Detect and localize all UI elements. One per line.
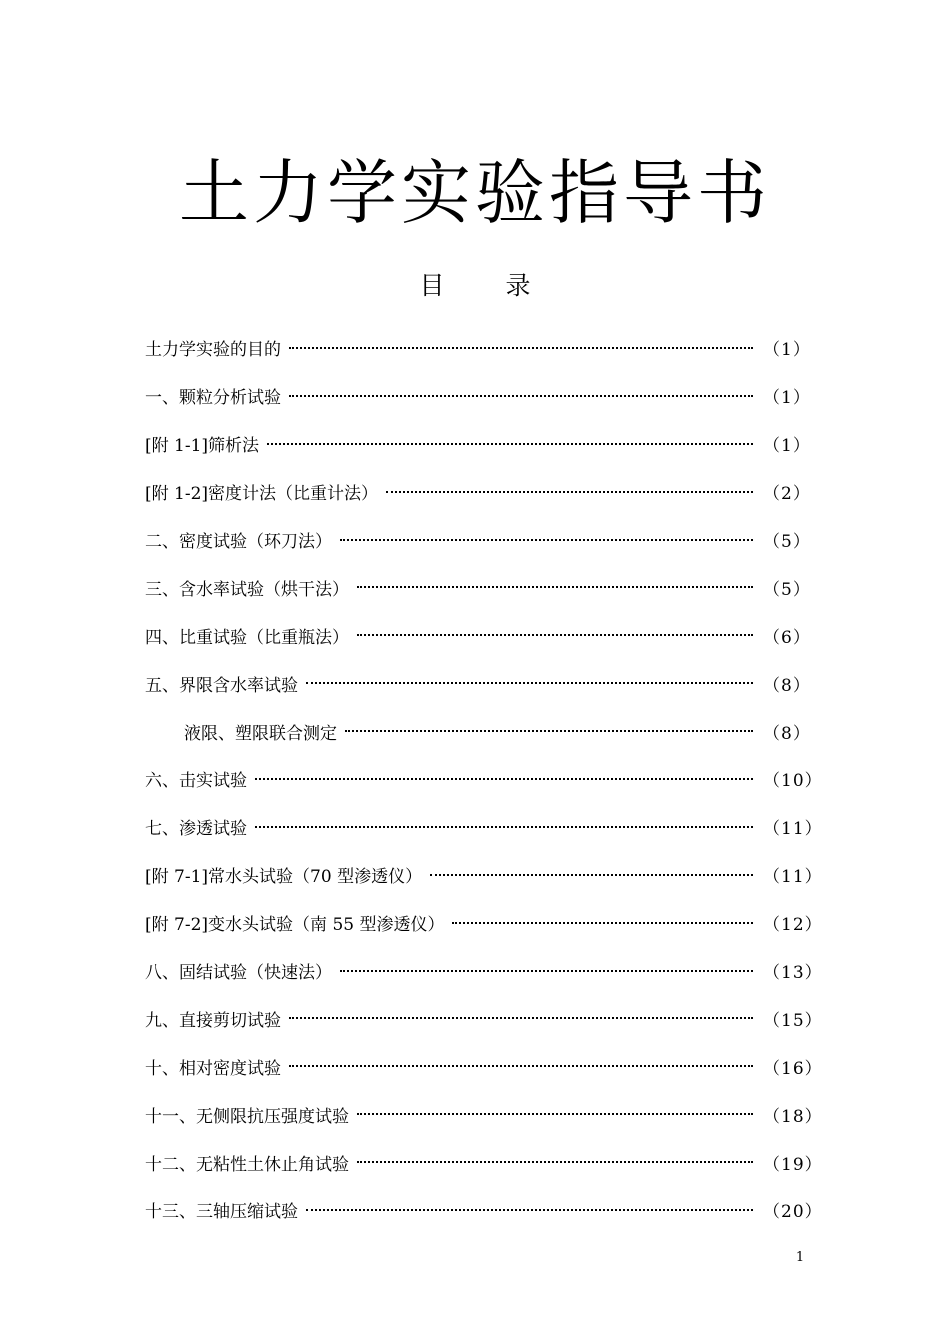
toc-entry-label: 十二、无粘性土休止角试验 — [145, 1154, 349, 1175]
toc-entry-label: 液限、塑限联合测定 — [184, 723, 337, 744]
toc-dot-leader — [452, 922, 753, 924]
toc-dot-leader — [357, 586, 753, 588]
toc-entry-label: [附 7-1]常水头试验（70 型渗透仪） — [145, 867, 423, 888]
toc-heading — [0, 266, 950, 306]
toc-dot-leader — [340, 970, 753, 972]
toc-dot-leader — [357, 1161, 753, 1163]
toc-dot-leader — [306, 682, 753, 684]
toc-entry-page: （10） — [763, 771, 823, 792]
toc-entry[interactable] — [145, 851, 823, 899]
toc-dot-leader — [386, 491, 753, 493]
toc-entry-label: 八、固结试验（快速法） — [145, 963, 332, 984]
toc-dot-leader — [289, 1017, 753, 1019]
toc-entry[interactable] — [145, 803, 823, 851]
toc-dot-leader — [255, 778, 753, 780]
toc-heading-char-2: 录 — [505, 271, 531, 300]
toc-entry[interactable] — [145, 516, 811, 564]
toc-entry-page: （8） — [763, 675, 811, 696]
toc-dot-leader — [289, 347, 753, 349]
toc-entry-label: 土力学实验的目的 — [145, 340, 281, 361]
toc-entry-label: 三、含水率试验（烘干法） — [145, 579, 349, 600]
toc-entry[interactable] — [145, 899, 823, 947]
toc-entry[interactable] — [145, 1090, 823, 1138]
toc-heading-char-1: 目 — [419, 271, 445, 300]
toc-entry-page: （11） — [763, 867, 823, 888]
toc-entry-page: （2） — [763, 484, 811, 505]
toc-entry-page: （12） — [763, 915, 823, 936]
toc-entry-label: 一、颗粒分析试验 — [145, 388, 281, 409]
toc-entry-page: （1） — [763, 388, 811, 409]
toc-entry[interactable] — [145, 372, 811, 420]
toc-entry-page: （18） — [763, 1106, 823, 1127]
toc-entry[interactable] — [145, 611, 811, 659]
toc-entry-label: 十一、无侧限抗压强度试验 — [145, 1106, 349, 1127]
toc-dot-leader — [267, 443, 753, 445]
toc-dot-leader — [289, 1065, 753, 1067]
toc-subentry[interactable] — [145, 707, 811, 755]
toc-entry[interactable] — [145, 468, 811, 516]
toc-entry[interactable] — [145, 1186, 823, 1234]
toc-entry[interactable] — [145, 563, 811, 611]
toc-entry[interactable] — [145, 755, 823, 803]
toc-dot-leader — [357, 634, 753, 636]
toc-entry-page: （1） — [763, 340, 811, 361]
toc-entry-page: （19） — [763, 1154, 823, 1175]
toc-entry-label: [附 1-2]密度计法（比重计法） — [145, 484, 379, 505]
toc-entry-page: （16） — [763, 1058, 823, 1079]
toc-entry-label: 五、界限含水率试验 — [145, 675, 298, 696]
toc-entry[interactable] — [145, 324, 811, 372]
toc-entry-label: 二、密度试验（环刀法） — [145, 532, 332, 552]
table-of-contents — [145, 324, 823, 1234]
toc-entry[interactable] — [145, 947, 823, 995]
toc-dot-leader — [345, 730, 753, 732]
toc-entry-label: [附 1-1]筛析法 — [145, 436, 260, 457]
toc-entry-page: （13） — [763, 963, 823, 984]
toc-entry[interactable] — [145, 1042, 823, 1090]
page-number: 1 — [795, 1250, 805, 1265]
toc-entry-label: 四、比重试验（比重瓶法） — [145, 627, 349, 648]
toc-entry-page: （11） — [763, 819, 823, 840]
toc-dot-leader — [255, 826, 753, 828]
toc-entry-label: 九、直接剪切试验 — [145, 1010, 281, 1031]
toc-entry-label: 十三、三轴压缩试验 — [145, 1202, 298, 1223]
toc-dot-leader — [357, 1113, 753, 1115]
toc-dot-leader — [340, 539, 753, 541]
toc-entry-page: （20） — [763, 1202, 823, 1223]
toc-entry-page: （5） — [763, 532, 811, 552]
toc-entry-page: （15） — [763, 1010, 823, 1031]
toc-entry-label: [附 7-2]变水头试验（南 55 型渗透仪） — [145, 915, 445, 936]
toc-dot-leader — [289, 395, 753, 397]
toc-entry-label: 七、渗透试验 — [145, 819, 247, 840]
toc-entry-page: （8） — [763, 723, 811, 744]
toc-entry[interactable] — [145, 1138, 823, 1186]
toc-entry[interactable] — [145, 659, 811, 707]
toc-dot-leader — [306, 1209, 753, 1211]
toc-entry[interactable] — [145, 994, 823, 1042]
toc-entry-page: （1） — [763, 436, 811, 457]
toc-entry-label: 十、相对密度试验 — [145, 1058, 281, 1079]
toc-entry-page: （6） — [763, 627, 811, 648]
document-title: 土力学实验指导书 — [179, 151, 771, 234]
toc-dot-leader — [430, 874, 753, 876]
toc-entry-page: （5） — [763, 579, 811, 600]
toc-entry[interactable] — [145, 420, 811, 468]
toc-entry-label: 六、击实试验 — [145, 771, 247, 792]
